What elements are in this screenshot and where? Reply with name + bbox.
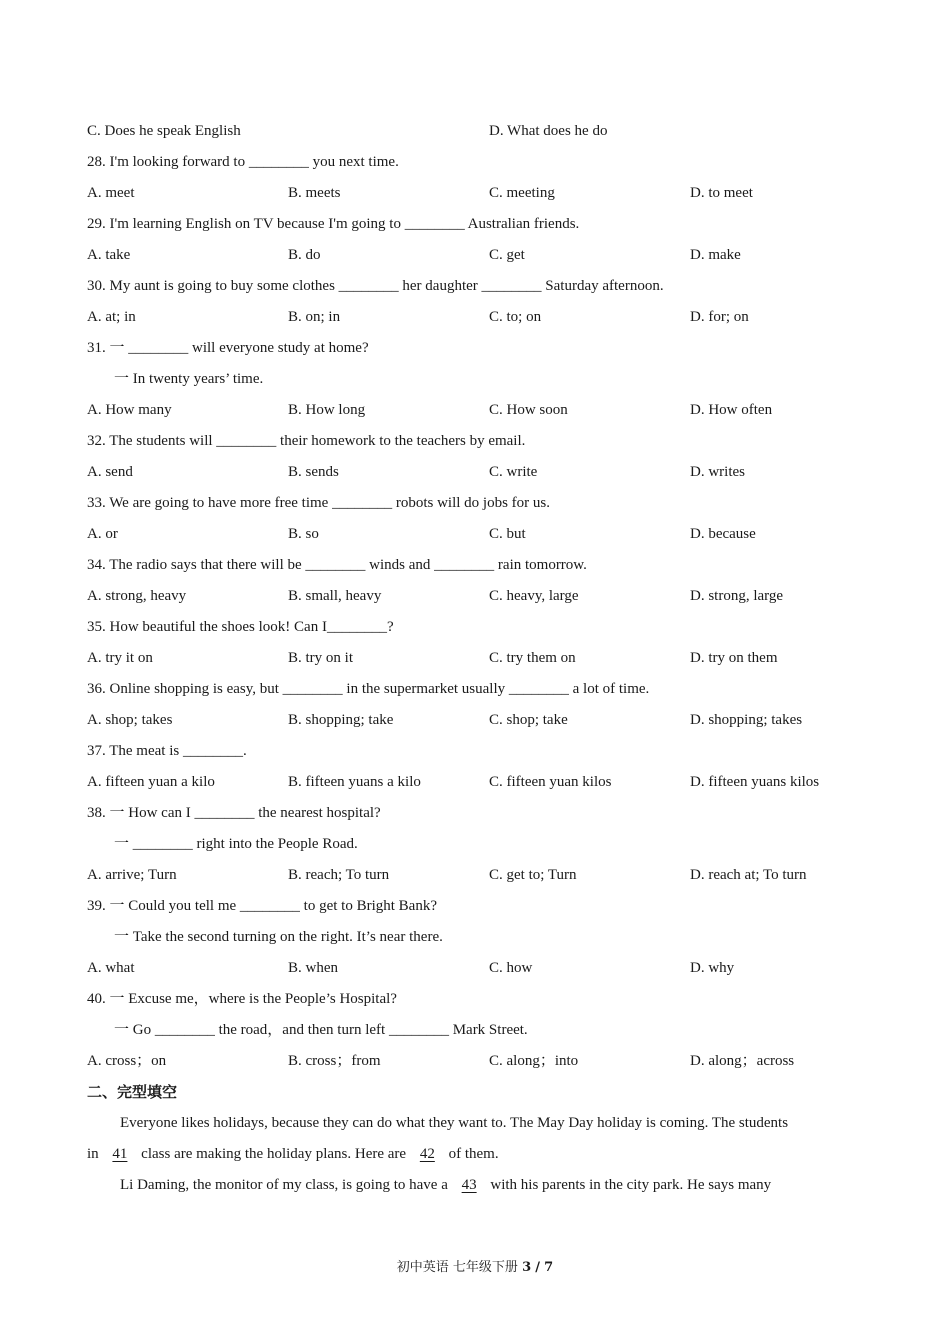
option-b[interactable]: B. cross；from [288, 1053, 381, 1069]
question-stem: 35. How beautiful the shoes look! Can I________? [87, 619, 394, 635]
option-a[interactable]: A. How many [87, 402, 172, 418]
option-c[interactable]: C. fifteen yuan kilos [489, 774, 612, 790]
cloze-paragraph-line-2: in 41 class are making the holiday plans. Here are 42 of them. [87, 1142, 877, 1173]
question-stem: 30. My aunt is going to buy some clothes ________ her daughter ________ Saturday afternoon. [87, 278, 664, 294]
option-d[interactable]: D. try on them [690, 650, 778, 666]
option-b[interactable]: B. fifteen yuans a kilo [288, 774, 421, 790]
cloze-blank-43[interactable]: 43 [461, 1177, 477, 1193]
option-a[interactable]: A. arrive; Turn [87, 867, 177, 883]
option-d[interactable]: D. reach at; To turn [690, 867, 807, 883]
option-a[interactable]: A. or [87, 526, 118, 542]
option-d[interactable]: D. writes [690, 464, 745, 480]
option-c[interactable]: C. along；into [489, 1053, 579, 1069]
footer-label: 初中英语 七年级下册 [396, 1260, 518, 1275]
option-d[interactable]: D. along；across [690, 1053, 795, 1069]
question-stem: 29. I'm learning English on TV because I'm going to ________ Australian friends. [87, 216, 580, 232]
option-d[interactable]: D. to meet [690, 185, 753, 201]
question-stem: 36. Online shopping is easy, but ________ in the supermarket usually ________ a lot of time. [87, 681, 650, 697]
option-c[interactable]: C. shop; take [489, 712, 568, 728]
option-b[interactable]: B. try on it [288, 650, 354, 666]
option-d[interactable]: D. How often [690, 402, 773, 418]
page-number: 3 [522, 1260, 532, 1275]
option-d[interactable]: D. because [690, 526, 756, 542]
answer-options [87, 305, 877, 336]
question-stem: 34. The radio says that there will be ________ winds and ________ rain tomorrow. [87, 557, 587, 573]
option-d[interactable]: D. for; on [690, 309, 749, 325]
question-stem: 32. The students will ________ their homework to the teachers by email. [87, 433, 526, 449]
option-a[interactable]: A. cross；on [87, 1053, 167, 1069]
option-a[interactable]: A. send [87, 464, 133, 480]
option-a[interactable]: A. take [87, 247, 131, 263]
question-dialogue-line: 一 Take the second turning on the right. It’s near there. [114, 929, 443, 945]
option-d[interactable]: D. fifteen yuans kilos [690, 774, 820, 790]
section-heading: 二、完型填空 [87, 1083, 178, 1101]
option-d: D. What does he do [489, 123, 608, 139]
page-footer [0, 1256, 950, 1275]
option-d[interactable]: D. make [690, 247, 741, 263]
answer-options [87, 708, 877, 739]
option-a[interactable]: A. fifteen yuan a kilo [87, 774, 215, 790]
question-stem: 33. We are going to have more free time ________ robots will do jobs for us. [87, 495, 551, 511]
option-c[interactable]: C. get to; Turn [489, 867, 577, 883]
option-c[interactable]: C. meeting [489, 185, 555, 201]
option-b[interactable]: B. when [288, 960, 338, 976]
question-dialogue-line: 一 In twenty years’ time. [114, 371, 264, 387]
carryover-options [87, 119, 877, 150]
option-d[interactable]: D. strong, large [690, 588, 784, 604]
option-d[interactable]: D. why [690, 960, 735, 976]
question-stem: 38. 一 How can I ________ the nearest hospital? [87, 805, 381, 821]
option-b[interactable]: B. on; in [288, 309, 341, 325]
answer-options [87, 398, 877, 429]
option-d[interactable]: D. shopping; takes [690, 712, 803, 728]
answer-options [87, 243, 877, 274]
option-a[interactable]: A. try it on [87, 650, 153, 666]
option-c[interactable]: C. write [489, 464, 538, 480]
option-b[interactable]: B. sends [288, 464, 339, 480]
option-a[interactable]: A. at; in [87, 309, 136, 325]
question-stem: 39. 一 Could you tell me ________ to get to Bright Bank? [87, 898, 437, 914]
answer-options [87, 1049, 877, 1080]
answer-options [87, 956, 877, 987]
option-c[interactable]: C. but [489, 526, 526, 542]
question-stem: 37. The meat is ________. [87, 743, 247, 759]
answer-options [87, 460, 877, 491]
answer-options [87, 522, 877, 553]
questions [87, 150, 877, 1080]
question-stem: 28. I'm looking forward to ________ you next time. [87, 154, 399, 170]
question-stem: 40. 一 Excuse me，where is the People’s Hospital? [87, 991, 397, 1007]
answer-options [87, 863, 877, 894]
option-c[interactable]: C. how [489, 960, 533, 976]
question-dialogue-line: 一 Go ________ the road，and then turn left ________ Mark Street. [114, 1022, 528, 1038]
question-list [87, 119, 877, 1204]
option-a[interactable]: A. what [87, 960, 135, 976]
answer-options [87, 584, 877, 615]
option-b[interactable]: B. do [288, 247, 321, 263]
option-c[interactable]: C. How soon [489, 402, 568, 418]
option-b[interactable]: B. so [288, 526, 319, 542]
question-dialogue-line: 一 ________ right into the People Road. [114, 836, 358, 852]
answer-options [87, 646, 877, 677]
page-separator: / [535, 1260, 541, 1275]
answer-options [87, 181, 877, 212]
option-c[interactable]: C. to; on [489, 309, 542, 325]
option-a[interactable]: A. shop; takes [87, 712, 173, 728]
answer-options [87, 770, 877, 801]
option-b[interactable]: B. small, heavy [288, 588, 382, 604]
option-b[interactable]: B. How long [288, 402, 366, 418]
page-total: 7 [544, 1260, 554, 1275]
option-a[interactable]: A. strong, heavy [87, 588, 187, 604]
cloze-paragraph-line-3: Li Daming, the monitor of my class, is going to have a 43 with his parents in the city park. He says many [87, 1173, 877, 1204]
option-b[interactable]: B. reach; To turn [288, 867, 390, 883]
cloze-blank-42[interactable]: 42 [419, 1146, 435, 1162]
option-c: C. Does he speak English [87, 123, 241, 139]
cloze-paragraph-line-1: Everyone likes holidays, because they can do what they want to. The May Day holiday is coming. The students [120, 1115, 789, 1131]
option-b[interactable]: B. meets [288, 185, 341, 201]
question-stem: 31. 一 ________ will everyone study at home? [87, 340, 369, 356]
option-c[interactable]: C. heavy, large [489, 588, 579, 604]
option-a[interactable]: A. meet [87, 185, 135, 201]
option-b[interactable]: B. shopping; take [288, 712, 394, 728]
option-c[interactable]: C. get [489, 247, 525, 263]
cloze-blank-41[interactable]: 41 [112, 1146, 128, 1162]
option-c[interactable]: C. try them on [489, 650, 576, 666]
